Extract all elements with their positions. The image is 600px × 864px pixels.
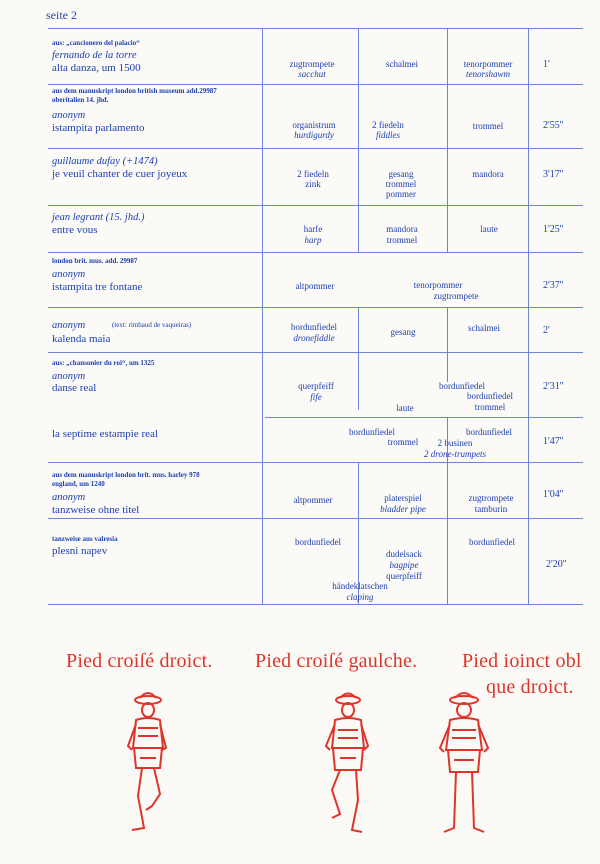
instrument: platerspiel [384,493,422,503]
piece-title: tanzweise ohne titel [52,504,140,516]
instrument: schalmei [386,59,418,69]
piece-title: istampita tre fontane [52,281,143,293]
instrument: 2 fiedeln [297,169,329,179]
composer: anonym [52,320,86,331]
instrument: gesang [390,327,416,337]
instrument: dudelsack [386,549,422,559]
instrument: zink [305,179,321,189]
composer: fernando de la torre [52,50,137,61]
instrument: querpfeiff [298,381,334,391]
instrument-translation: harp [304,235,322,245]
caption-pied-ioinct: Pied ioinct obl [462,650,582,672]
instrument-translation: dronefiddle [293,333,335,343]
source-note: england, um 1240 [52,480,105,488]
instrument: trommel [385,179,417,189]
instrument: bordunfiedel [466,427,512,437]
duration: 1'47'' [543,436,564,447]
composer-note: (text: rimbaud de vaqueiras) [112,321,192,329]
instrument: altpommer [293,495,333,505]
piece-title: danse real [52,382,97,394]
instrument: zugtrompete [468,493,514,503]
caption-pied-croise-gaulche: Pied croiſé gaulche. [255,650,418,672]
instrument: altpommer [295,281,335,291]
composer: anonym [52,269,86,280]
composer: anonym [52,371,86,382]
source-note: london brit. mus. add. 29987 [52,257,138,265]
instrument: bordunfiedel [295,537,341,547]
piece-title: entre vous [52,224,98,236]
instrument: gesang [388,169,414,179]
source-note: oberitalien 14. jhd. [52,96,109,104]
dancer-figure-left [118,688,178,838]
instrument-translation: claping [346,592,374,602]
instrument: mandora [386,224,418,234]
duration: 1'04'' [543,489,564,500]
composer: jean legrant (15. jhd.) [52,212,145,223]
instrument: bordunfiedel [467,391,513,401]
instrument: trommel [472,121,504,131]
instrument: laute [396,403,414,413]
instrument: mandora [472,169,504,179]
instrument: laute [480,224,498,234]
piece-title: alta danza, um 1500 [52,62,141,74]
instrument: trommel [386,235,418,245]
instrument: bordunfiedel [439,381,485,391]
duration: 1'25'' [543,224,564,235]
instrument: bordunfiedel [349,427,395,437]
piece-title: je veuil chanter de cuer joyeux [52,168,188,180]
caption-pied-croise-droict: Pied croiſé droict. [66,650,213,672]
instrument: trommel [387,437,419,447]
instrument-translation: bagpipe [389,560,419,570]
dancer-figure-right [432,688,496,840]
instrument: zugtrompete [289,59,335,69]
composer: guillaume dufay (+1474) [52,156,158,167]
piece-title: istampita parlamento [52,122,145,134]
instrument-translation: 2 drone-trumpets [424,449,486,459]
source-note: tanzweise aus valresia [52,535,118,543]
page-label: seite 2 [46,8,77,22]
source-note: aus dem manuskript london brit. mus. harley 978 [52,471,200,479]
instrument: pommer [386,189,416,199]
piece-title: la septime estampie real [52,428,158,440]
instrument-translation: hurdigurdy [294,130,334,140]
instrument: harfe [303,224,323,234]
duration: 1' [543,59,550,70]
source-note: aus dem manuskript london british museum add.29987 [52,87,217,95]
instrument-translation: sacchut [298,69,326,79]
duration: 2'20'' [546,559,567,570]
instrument-translation: fiddles [376,130,400,140]
duration: 3'17'' [543,169,564,180]
duration: 2' [543,325,550,336]
instrument: 2 fiedeln [372,120,404,130]
composer: anonym [52,110,86,121]
instrument-translation: fife [310,392,322,402]
source-note: aus: „cancionero del palacio“ [52,39,140,47]
dancer-figure-middle [318,690,378,840]
instrument-translation: bladder pipe [380,504,426,514]
piece-title: kalenda maia [52,333,111,345]
source-note: aus: „chansonier du roi“, um 1325 [52,359,155,367]
instrument: zugtrompete [433,291,479,301]
instrument: querpfeiff [386,571,422,581]
piece-title: plesni napev [52,545,108,557]
instrument: organistrum [292,120,336,130]
duration: 2'37'' [543,280,564,291]
duration: 2'31'' [543,381,564,392]
caption-que-droict: que droict. [486,676,574,698]
instrument-translation: tenorshawm [465,69,511,79]
instrument: händeklatschen [332,581,388,591]
composer: anonym [52,492,86,503]
instrument: tenorpommer [463,59,513,69]
instrument: tenorpommer [413,280,463,290]
instrument: bordunfiedel [291,322,337,332]
instrument: bordunfiedel [469,537,515,547]
instrument: tamburin [474,504,508,514]
instrument: 2 businen [437,438,473,448]
duration: 2'55'' [543,120,564,131]
instrument: schalmei [468,323,500,333]
instrument: trommel [474,402,506,412]
